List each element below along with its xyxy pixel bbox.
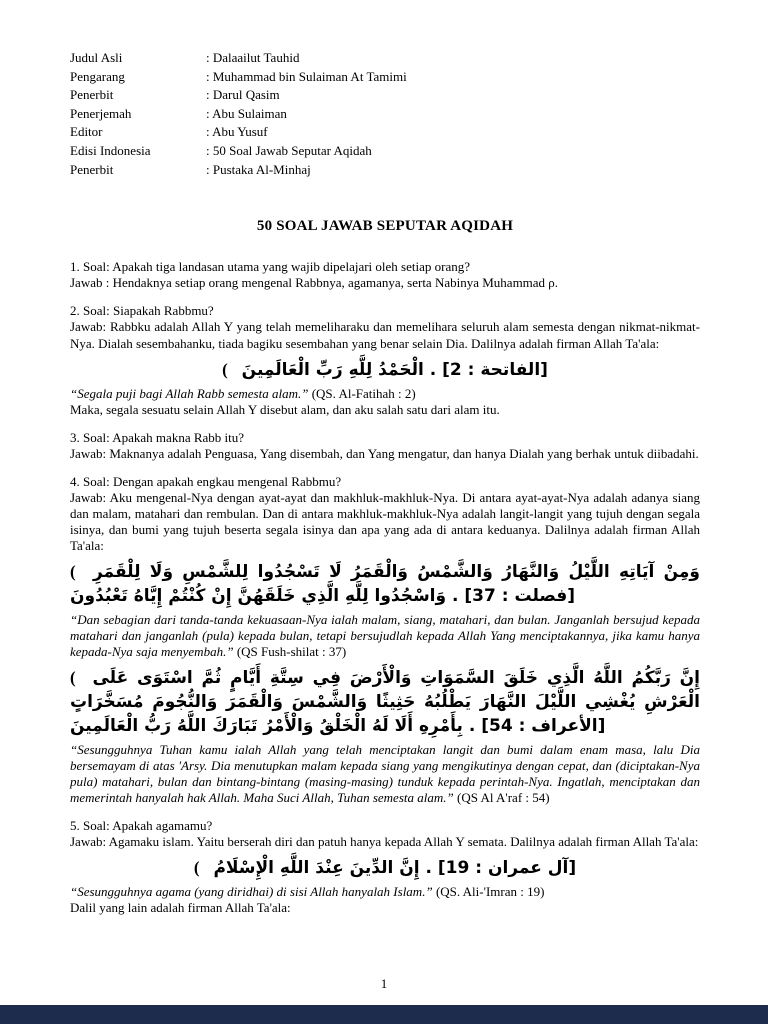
verse-arabic-text: الْحَمْدُ لِلَّهِ رَبِّ الْعَالَمِينَ [241,359,424,380]
quran-verse-ali-imran [70,856,700,881]
metadata-row [70,124,407,143]
verse-open-paren: ( [222,359,228,379]
metadata-row [70,106,407,125]
metadata-label: Penerbit [70,87,114,103]
verse-reference: . [آل عمران : 19] [425,858,577,879]
qa-block-3 [70,430,700,462]
quote-text: “Segala puji bagi Allah Rabb semesta alam.” [70,385,309,401]
metadata-value: : Abu Yusuf [206,124,268,140]
translation-quote-1 [70,386,700,402]
metadata-value: : Darul Qasim [206,87,280,103]
closing-line: Dalil yang lain adalah firman Allah Ta'ala: [70,900,291,916]
paragraph-alam-note: Maka, segala sesuatu selain Allah Y disebut alam, dan aku salah satu dari alam itu. [70,401,500,417]
bottom-bar [0,1005,768,1024]
question-2: 2. Soal: Siapakah Rabbmu? [70,303,214,319]
quote-citation: (QS. Ali-'Imran : 19) [432,884,545,900]
quote-citation: (QS. Al-Fatihah : 2) [308,385,416,401]
translation-quote-2 [70,612,700,660]
qa-block-2 [70,303,700,351]
quran-verse-al-araf [70,666,700,738]
verse-reference: . [فصلت : 37] [452,586,576,607]
answer-1: Jawab : Hendaknya setiap orang mengenal Rabbnya, agamanya, serta Nabinya Muhammad ρ. [70,275,559,291]
quote-citation: (QS Al A'raf : 54) [453,790,550,806]
answer-3: Jawab: Maknanya adalah Penguasa, Yang disembah, dan Yang mengatur, dan hanya Dialah yang berhak untuk diibadahi. [70,445,699,461]
metadata-value: : 50 Soal Jawab Seputar Aqidah [206,142,372,158]
metadata-row [70,162,407,181]
question-1: 1. Soal: Apakah tiga landasan utama yang wajib dipelajari oleh setiap orang? [70,259,470,275]
verse-open-paren: ( [70,562,76,582]
verse-open-paren: ( [193,858,200,878]
quote-text: “Sesungguhnya Tuhan kamu ialah Allah yang telah menciptakan langit dan bumi dalam enam masa, lalu Dia bersemayam di atas 'Arsy. Dia menutupkan malam kepada siang yang mengikutinya dengan cepat, dan (diciptakan-Nya pula) matahari, bulan dan bintang-bintang (masing-masing) tunduk kepada perintah-Nya. Ingatlah, menciptakan dan memerintah hanyalah hak Allah. Maha Suci Allah, Tuhan semesta alam.” [70,741,700,806]
verse-arabic-text: إِنَّ رَبَّكُمُ اللَّهُ الَّذِي خَلَقَ السَّمَوَاتِ وَالْأَرْضَ فِي سِتَّةِ أَيَّامٍ ثُمَّ اسْتَوَى عَلَى الْعَرْشِ يُغْشِي اللَّيْلَ النَّهَارَ يَطْلُبُهُ حَثِيثًا وَالشَّمْسَ وَالْقَمَرَ وَالنُّجُومَ مُسَخَّرَاتٍ بِأَمْرِهِ أَلَا لَهُ الْخَلْقُ وَالْأَمْرُ تَبَارَكَ اللَّهُ رَبُّ الْعَالَمِينَ [70,668,700,736]
answer-5: Jawab: Agamaku islam. Yaitu berserah diri dan patuh hanya kepada Allah Y semata. Dalilnya adalah firman Allah Ta'ala: [70,834,699,850]
metadata-row [70,50,407,69]
metadata-label: Edisi Indonesia [70,142,151,158]
metadata-label: Penerbit [70,161,114,177]
verse-arabic-text: وَمِنْ آيَاتِهِ اللَّيْلُ وَالنَّهَارُ وَالشَّمْسُ وَالْقَمَرُ لَا تَسْجُدُوا لِلشَّمْسِ وَلَا لِلْقَمَرِ وَاسْجُدُوا لِلَّهِ الَّذِي خَلَقَهُنَّ إِنْ كُنْتُمْ إِيَّاهُ تَعْبُدُونَ [70,562,700,607]
qa-block-4 [70,474,700,555]
answer-4: Jawab: Aku mengenal-Nya dengan ayat-ayat dan makhluk-makhluk-Nya. Di antara ayat-ayat-Nya adalah adanya siang dan malam, matahari dan rembulan. Dan di antara makhluk-makhluk-Nya adalah langit-langit yang tujuh dengan segala isinya, dan bumi yang tujuh beserta segala isinya dan apa yang ada di antara keduanya. Dalilnya adalah firman Allah Ta'ala: [70,490,700,554]
metadata-label: Penerjemah [70,105,132,121]
qa-block-5 [70,818,700,850]
metadata-table [70,50,407,180]
page-number: 1 [380,976,388,991]
metadata-value: : Muhammad bin Sulaiman At Tamimi [206,68,407,84]
metadata-value: : Dalaailut Tauhid [206,50,300,65]
verse-open-paren: ( [70,668,76,688]
answer-2: Jawab: Rabbku adalah Allah Y yang telah memeliharaku dan memelihara seluruh alam semesta dengan nikmat-nikmat-Nya. Dialah sesembahanku, tiada bagiku sesembahan yang benar selain Dia. Dalilnya adalah firman Allah Ta'ala: [70,319,700,351]
question-3: 3. Soal: Apakah makna Rabb itu? [70,429,245,445]
question-4: 4. Soal: Dengan apakah engkau mengenal Rabbmu? [70,473,342,489]
qa-block-1 [70,259,700,291]
translation-quote-3 [70,742,700,806]
metadata-row [70,87,407,106]
document-title: 50 SOAL JAWAB SEPUTAR AQIDAH [256,218,514,235]
metadata-value: : Pustaka Al-Minhaj [206,161,311,177]
quote-text: “Sesungguhnya agama (yang diridhai) di sisi Allah hanyalah Islam.” [70,884,433,900]
quran-verse-al-fatihah [70,358,700,383]
metadata-label: Judul Asli [70,50,123,65]
quote-citation: (QS Fush-shilat : 37) [233,644,347,660]
metadata-label: Editor [70,124,103,140]
metadata-value: : Abu Sulaiman [206,105,287,121]
translation-quote-4 [70,884,700,900]
verse-reference: . [الفاتحة : 2] [429,359,548,380]
quote-text: “Dan sebagian dari tanda-tanda kekuasaan-Nya ialah malam, siang, matahari, dan bulan. Janganlah bersujud kepada matahari dan janganlah (pula) kepada bulan, tetapi bersujudlah kepada Allah Yang menciptakannya, jika kamu hanya kepada-Nya saja menyembah.” [70,612,700,660]
verse-arabic-text: إِنَّ الدِّينَ عِنْدَ اللَّهِ الْإِسْلَامُ [213,858,420,879]
question-5: 5. Soal: Apakah agamamu? [70,818,213,834]
quran-verse-fushshilat [70,560,700,609]
verse-reference: . [الأعراف : 54] [468,716,606,736]
metadata-row [70,143,407,162]
metadata-label: Pengarang [70,68,125,84]
metadata-row [70,69,407,88]
